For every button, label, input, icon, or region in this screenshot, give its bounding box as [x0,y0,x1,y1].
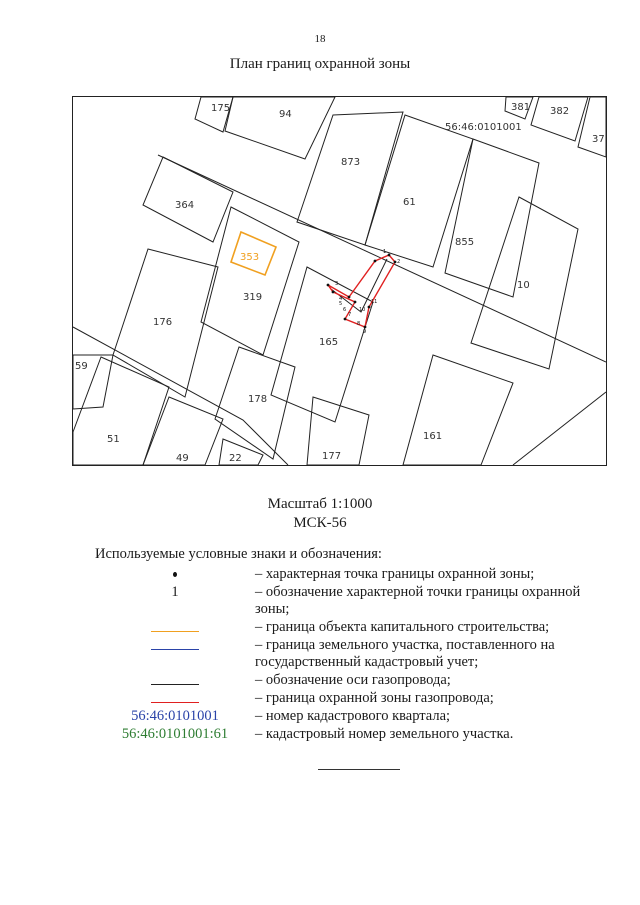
gas-axis-line-icon [151,684,199,685]
scale-value: Масштаб 1:1000 [267,496,373,512]
parcel-label: 49 [176,453,189,464]
road-edge-right [513,392,606,465]
parcel-label: 382 [550,106,570,117]
point-label: 9 [363,329,367,335]
parcel-label: 37 [592,134,605,145]
parcel-label: 178 [248,394,268,405]
legend-text: – номер кадастрового квартала; [255,708,451,724]
parcel-873 [297,112,403,245]
legend-text: – обозначение характерной точки границы охранной зоны; [255,584,581,617]
point-label: 8 [357,321,361,327]
legend-text: – характерная точка границы охранной зоны; [255,566,535,582]
legend-row-parcel [95,637,615,671]
parcel-label: 176 [153,317,173,328]
point-number-symbol: 1 [171,584,179,600]
parcel-label: 353 [240,252,260,263]
parcel-code-symbol: 56:46:0101001:61 [121,726,229,742]
scale-block [0,495,640,533]
point-label: 6 [343,307,347,313]
point-label: 7 [348,312,352,318]
building-line-icon [151,631,199,632]
legend-row-gas-axis [95,672,615,689]
quarter-label: 56:46:0101001 [445,122,522,133]
parcel-label: 364 [175,200,195,211]
parcel-label: 22 [229,453,242,464]
parcel-label: 175 [211,103,231,114]
parcel-855 [445,139,539,297]
parcel-319 [201,207,299,355]
divider-line [318,769,400,770]
zone-points [327,254,397,329]
zone-line-icon [151,702,199,703]
parcel-line-icon [151,649,199,650]
legend-heading: Используемые условные знаки и обозначения: [95,546,382,562]
parcel-label: 873 [341,157,361,168]
parcel-label: 61 [403,197,416,208]
parcel-label: 177 [322,451,342,462]
point-label: 4 [339,296,343,302]
legend-text: – граница охранной зоны газопровода; [255,690,494,706]
point-label: 2 [397,259,401,265]
parcel-382 [531,97,588,141]
page-title: План границ охранной зоны [229,56,411,72]
parcel-label: 51 [107,434,120,445]
parcel-label: 165 [319,337,339,348]
parcel-label: 161 [423,431,443,442]
parcel-label: 319 [243,292,263,303]
parcel-label: 94 [279,109,292,120]
legend [95,566,615,744]
point-label: 5 [339,301,343,307]
parcel-51 [73,357,169,465]
legend-row-quarter [95,708,615,725]
legend-text: – кадастровый номер земельного участка. [255,726,514,742]
cadastral-map [72,96,607,466]
parcel-37 [578,97,606,157]
legend-row-point [95,566,615,583]
legend-text: – граница земельного участка, поставленного на государственный кадастровый учет; [255,637,555,670]
legend-row-parcel-code [95,726,615,743]
point-label: 10 [359,307,366,313]
parcel-label: 381 [511,102,531,113]
legend-row-building [95,619,615,636]
parcel-label: 10 [517,280,530,291]
legend-text: – обозначение оси газопровода; [255,672,451,688]
legend-text: – граница объекта капитального строительства; [255,619,550,635]
point-dot-icon [173,572,177,577]
point-label: 1 [383,249,387,255]
legend-row-point-number [95,584,615,618]
protection-zone [328,255,395,327]
parcel-161 [403,355,513,465]
page-number: 18 [314,33,326,45]
parcel-94 [225,97,335,159]
legend-row-zone [95,690,615,707]
parcel-label: 59 [75,361,88,372]
coordinate-system: МСК-56 [293,515,347,531]
point-label: 11 [371,299,378,305]
parcel-label: 855 [455,237,475,248]
point-label: 3 [335,281,339,287]
quarter-code-symbol: 56:46:0101001 [131,708,219,724]
